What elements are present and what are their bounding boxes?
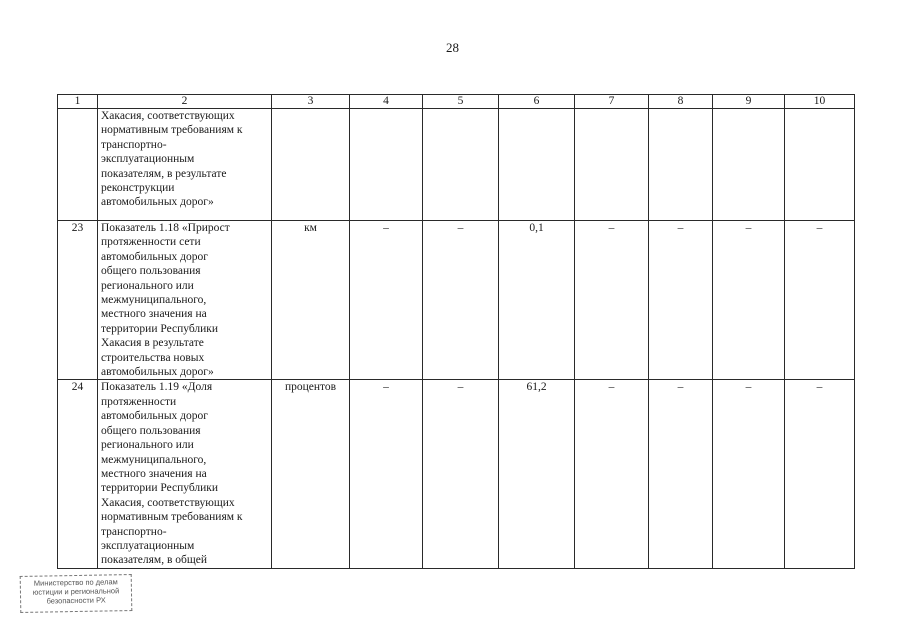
unit-cell: км [272,221,350,380]
stamp-line: юстиции и региональной [32,586,120,597]
value-cell [713,109,785,221]
row-number: 23 [58,221,98,380]
value-cell: – [423,221,499,380]
stamp-line: безопасности РХ [46,595,106,606]
value-cell: 61,2 [499,380,575,568]
table-row [58,380,855,568]
indicator-name-text: Хакасия, соответствующих нормативным требованиям к транспортно- эксплуатационным показателям, в результате реконструкции автомобильных дорог» [101,110,243,209]
column-header: 6 [499,95,575,109]
table-header-row [58,95,855,109]
stamp-line: Министерство по делам [33,577,118,588]
value-cell: – [575,380,649,568]
row-number: 24 [58,380,98,568]
value-cell [649,109,713,221]
column-header: 8 [649,95,713,109]
value-cell [350,109,423,221]
value-cell: – [649,221,713,380]
registration-stamp [20,574,133,613]
column-header: 3 [272,95,350,109]
column-header: 2 [98,95,272,109]
value-cell: – [350,221,423,380]
value-cell: – [785,380,855,568]
value-cell: – [713,380,785,568]
indicator-name-text: Показатель 1.18 «Прирост протяженности сети автомобильных дорог общего пользования регионального или межмуниципального, местного значения на территории Республики Хакасия в результате строительства новых автомобильных дорог» [101,222,230,379]
value-cell: – [575,221,649,380]
table-row [58,109,855,221]
page-number: 28 [446,40,459,55]
table-row [58,221,855,380]
column-header: 9 [713,95,785,109]
row-number [58,109,98,221]
unit-cell [272,109,350,221]
column-header: 10 [785,95,855,109]
indicator-name [98,109,272,221]
value-cell [785,109,855,221]
value-cell: 0,1 [499,221,575,380]
indicator-name [98,380,272,568]
column-header: 7 [575,95,649,109]
value-cell: – [713,221,785,380]
value-cell: – [649,380,713,568]
value-cell [575,109,649,221]
indicator-name [98,221,272,380]
value-cell [423,109,499,221]
value-cell [499,109,575,221]
unit-cell: процентов [272,380,350,568]
column-header: 5 [423,95,499,109]
indicators-table [57,94,855,569]
column-header: 1 [58,95,98,109]
value-cell: – [350,380,423,568]
column-header: 4 [350,95,423,109]
indicator-name-text: Показатель 1.19 «Доля протяженности автомобильных дорог общего пользования регионального или межмуниципального, местного значения на территории Республики Хакасия, соответствующих нормативным требованиям к транспортно- эксплуатационным показателям, в общей [101,381,243,567]
value-cell: – [423,380,499,568]
value-cell: – [785,221,855,380]
